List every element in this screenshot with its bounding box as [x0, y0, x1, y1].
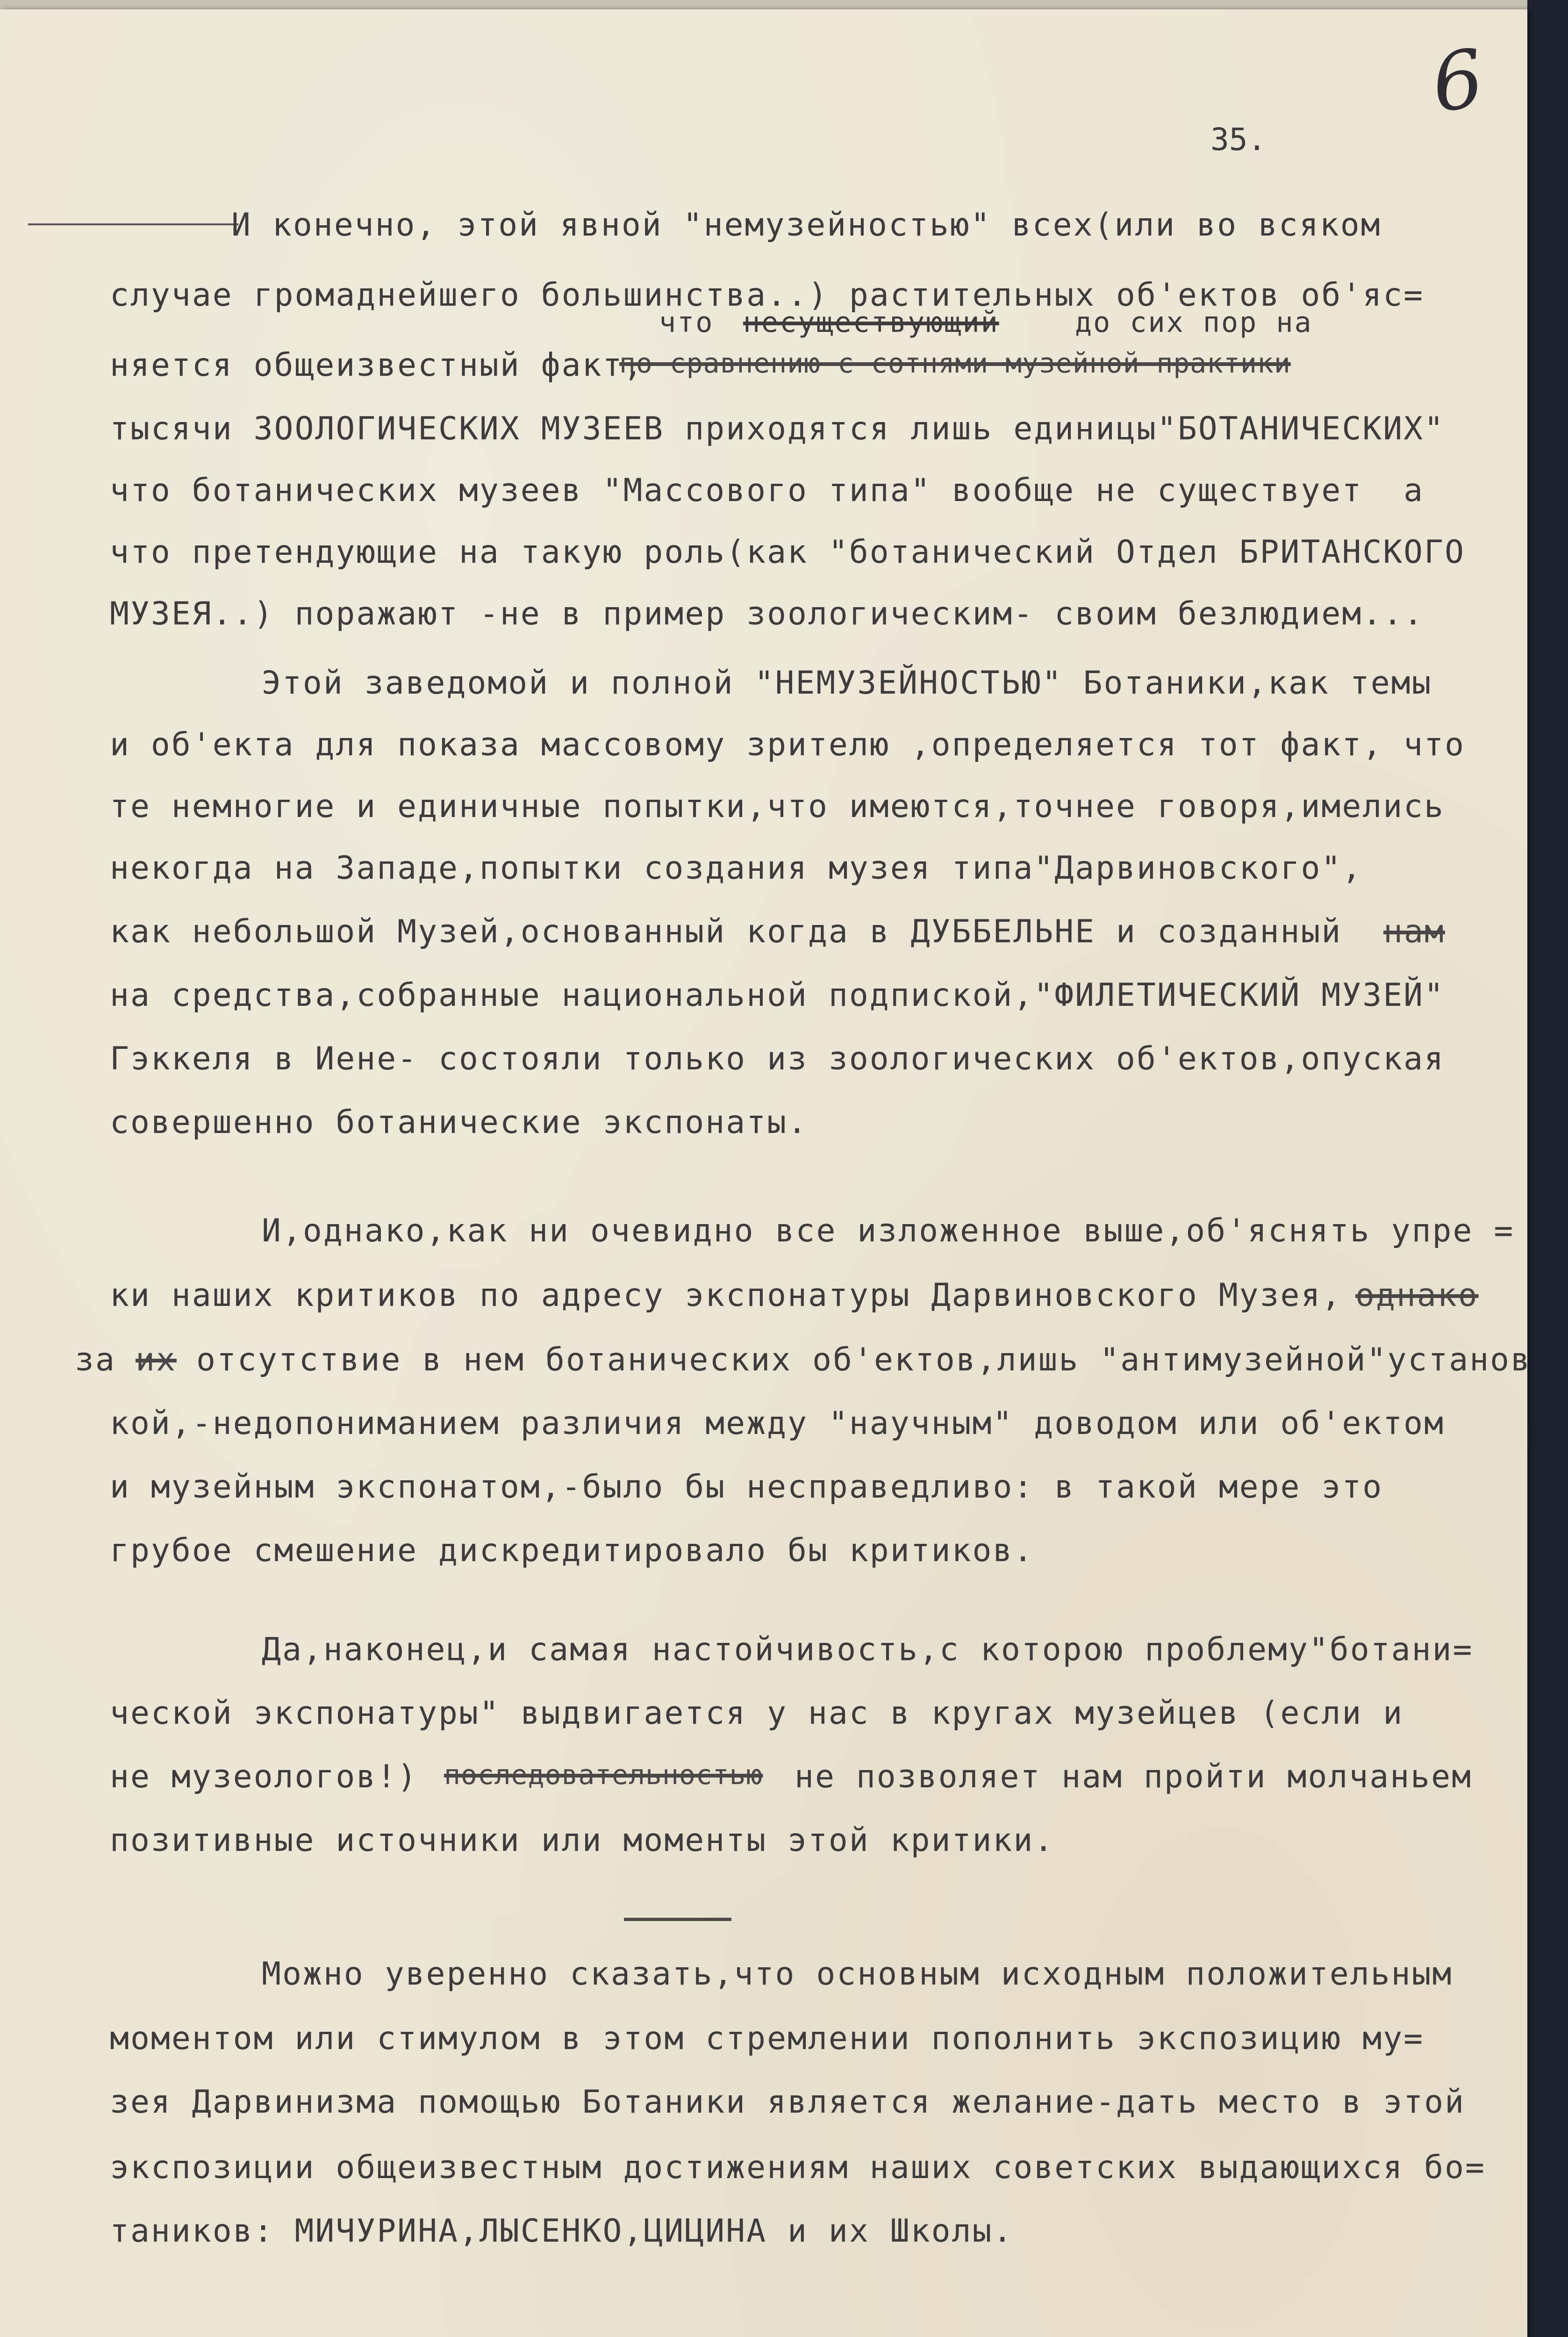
text-line: что претендующие на такую роль(как "ботанический Отдел БРИТАНСКОГО — [110, 534, 1466, 571]
margin-insertion: за — [75, 1341, 116, 1378]
text-line: на средства,собранные национальной подпиской,"ФИЛЕТИЧЕСКИЙ МУЗЕЙ" — [110, 977, 1445, 1014]
text-line: отсутствие в нем ботанических об'ектов,лишь "антимузейной"установ — [196, 1341, 1532, 1378]
struck-text: по сравнению с сотнями музейной практики — [619, 347, 1291, 379]
page-number: 35. — [1210, 122, 1267, 158]
handwritten-folio-number: 6 — [1426, 32, 1489, 131]
text-line: зея Дарвинизма помощью Ботаники является желание-дать место в этой — [110, 2084, 1466, 2121]
text-line: экспозиции общеизвестным достижениям наших советских выдающихся бо= — [110, 2149, 1486, 2186]
text-line: таников: МИЧУРИНА,ЛЫСЕНКО,ЦИЦИНА и их Школы. — [110, 2213, 1014, 2250]
text-line: Можно уверенно сказать,что основным исходным положительным — [262, 1956, 1453, 1993]
scan-background-edge — [1527, 0, 1568, 2337]
struck-text: их — [136, 1341, 177, 1378]
struck-text: однако — [1355, 1277, 1479, 1314]
text-line: позитивные источники или моменты этой критики. — [110, 1822, 1055, 1859]
typewritten-page — [0, 9, 1532, 2337]
insertion-text: до сих пор на — [1075, 306, 1313, 339]
text-line: и об'екта для показа массовому зрителю ,определяется тот факт, что — [110, 726, 1466, 763]
insertion-text: что — [659, 306, 714, 339]
text-line: ки наших критиков по адресу экспонатуры Дарвиновского Музея, — [110, 1277, 1342, 1314]
struck-text: нам — [1383, 913, 1445, 950]
text-line: не музеологов!) — [110, 1758, 418, 1795]
text-line: Гэккеля в Иене- состояли только из зоологических об'ектов,опуская — [110, 1040, 1445, 1077]
text-line: случае громаднейшего большинства..) растительных об'ектов об'яс= — [110, 277, 1425, 314]
text-line: совершенно ботанические экспонаты. — [110, 1104, 808, 1141]
text-line: и музейным экспонатом,-было бы несправедливо: в такой мере это — [110, 1469, 1383, 1505]
struck-insertion: несуществующий — [743, 306, 999, 339]
text-line: И конечно, этой явной "немузейностью" всех(или во всяком — [231, 207, 1382, 244]
text-line: тысячи ЗООЛОГИЧЕСКИХ МУЗЕЕВ приходятся лишь единицы"БОТАНИЧЕСКИХ" — [110, 410, 1445, 447]
text-line: Да,наконец,и самая настойчивость,с которою проблему"ботани= — [262, 1631, 1474, 1668]
text-line: Этой заведомой и полной "НЕМУЗЕЙНОСТЬЮ" Ботаники,как темы — [262, 665, 1432, 702]
text-line: И,однако,как ни очевидно все изложенное выше,об'яснять упре = — [262, 1212, 1515, 1249]
text-line: моментом или стимулом в этом стремлении пополнить экспозицию му= — [110, 2020, 1425, 2057]
section-separator — [624, 1918, 731, 1921]
text-line: как небольшой Музей,основанный когда в ДУББЕЛЬНЕ и созданный — [110, 913, 1342, 950]
text-line: кой,-недопониманием различия между "научным" доводом или об'ектом — [110, 1405, 1445, 1442]
text-line: ческой экспонатуры" выдвигается у нас в кругах музейцев (если и — [110, 1695, 1404, 1732]
top-rule — [28, 223, 238, 225]
text-line: не позволяет нам пройти молчаньем — [795, 1758, 1473, 1795]
text-line: что ботанических музеев "Массового типа" вообще не существует а — [110, 472, 1425, 509]
text-line: няется общеизвестный факт, — [110, 347, 644, 384]
text-line: некогда на Западе,попытки создания музея типа"Дарвиновского", — [110, 850, 1363, 887]
text-line: те немногие и единичные попытки,что имеются,точнее говоря,имелись — [110, 788, 1445, 825]
text-line: МУЗЕЯ..) поражают -не в пример зоологическим- своим безлюдием... — [110, 595, 1425, 632]
text-line: грубое смешение дискредитировало бы критиков. — [110, 1532, 1034, 1569]
struck-text: последовательностью — [444, 1759, 763, 1791]
